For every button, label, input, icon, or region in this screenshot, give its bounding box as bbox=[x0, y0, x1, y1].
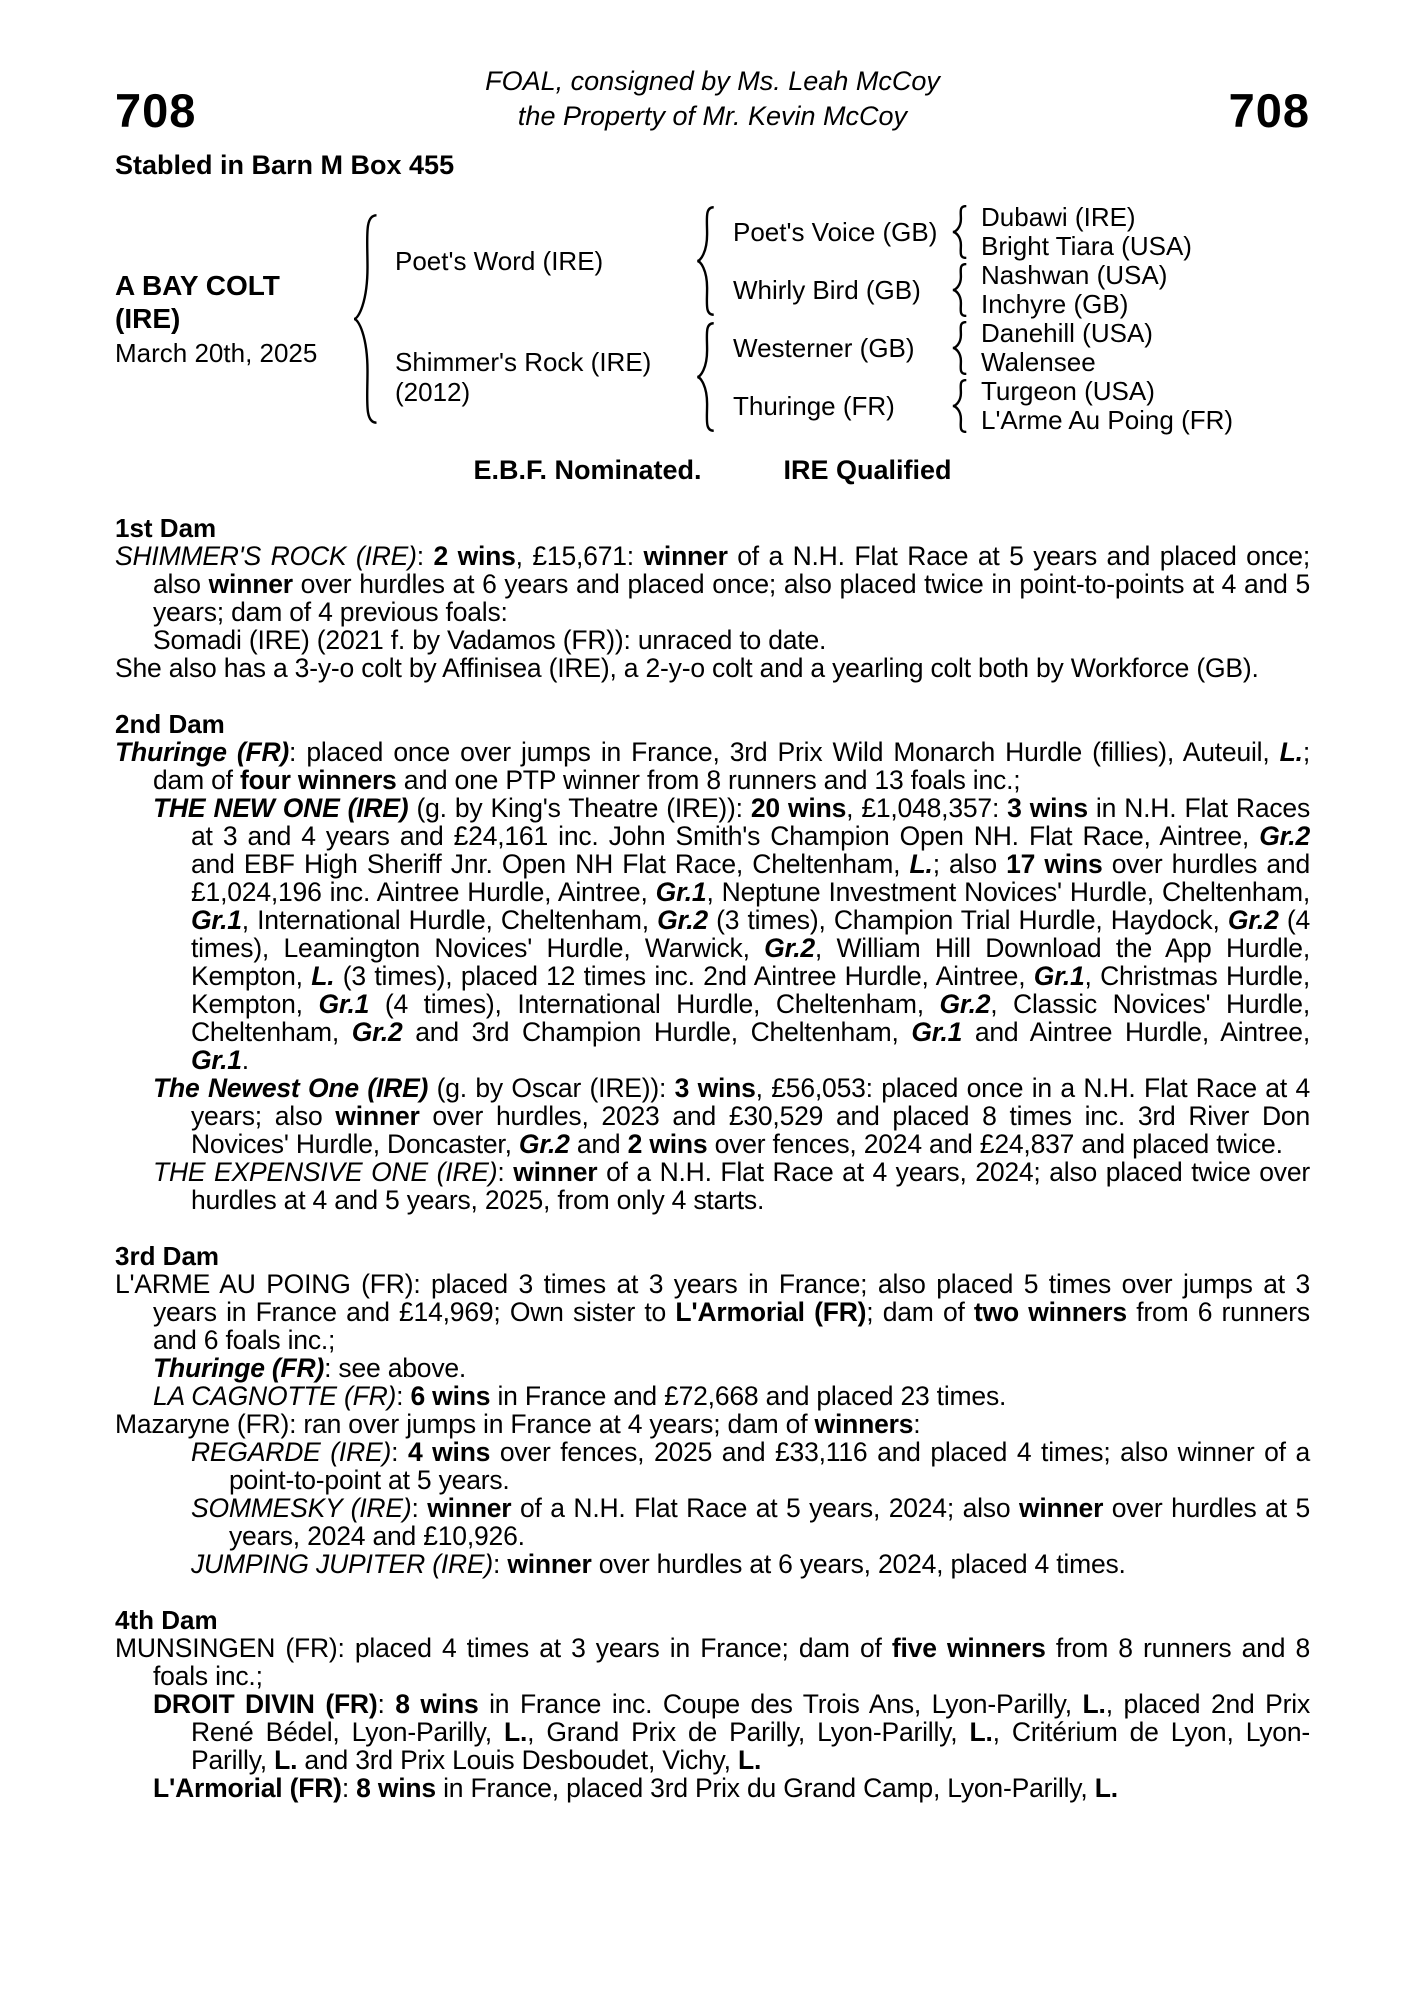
pedigree-table bbox=[115, 203, 1310, 435]
grandparent-name: Westerner (GB) bbox=[733, 332, 915, 363]
greatgrandparent-name: Inchyre (GB) bbox=[981, 289, 1129, 319]
pedigree-paragraph bbox=[115, 626, 1310, 654]
body-text: in N.H. Flat Races at 3 and 4 years and £24,161 inc. John Smith's Champion Open NH. Flat Race, Aintree, bbox=[191, 793, 1310, 851]
body-text: : bbox=[913, 1409, 921, 1439]
body-text: : bbox=[416, 541, 434, 571]
pedigree-brace-icon bbox=[351, 211, 381, 427]
emphasized-text: Gr.2 bbox=[1259, 821, 1310, 851]
emphasized-text: 17 wins bbox=[1006, 849, 1103, 879]
body-text: : bbox=[493, 1549, 508, 1579]
body-text: (3 times), placed 12 times inc. 2nd Aintree Hurdle, Aintree, bbox=[334, 961, 1034, 991]
emphasized-text: The Newest One (IRE) bbox=[153, 1073, 429, 1103]
emphasized-text: 8 wins bbox=[395, 1689, 479, 1719]
greatgrandparent-name: Bright Tiara (USA) bbox=[981, 231, 1192, 261]
emphasized-text: THE NEW ONE (IRE) bbox=[153, 793, 409, 823]
body-text: (3 times), Champion Trial Hurdle, Haydock, bbox=[707, 905, 1228, 935]
emphasized-text: L. bbox=[1082, 1689, 1106, 1719]
pedigree-paragraph bbox=[115, 1494, 1310, 1550]
dam-section-heading: 1st Dam bbox=[115, 513, 217, 543]
emphasized-text: L. bbox=[969, 1717, 993, 1747]
emphasized-text: four winners bbox=[239, 765, 397, 795]
emphasized-text: L. bbox=[311, 961, 335, 991]
emphasized-text: 3 wins bbox=[1007, 793, 1088, 823]
emphasized-text: Gr.1 bbox=[318, 989, 370, 1019]
greatgrandparent-name: Nashwan (USA) bbox=[981, 260, 1168, 290]
pedigree-paragraph bbox=[115, 1690, 1310, 1774]
emphasized-text: 6 wins bbox=[410, 1381, 491, 1411]
emphasized-text: Gr.1 bbox=[911, 1017, 963, 1047]
emphasized-text: 20 wins bbox=[750, 793, 847, 823]
emphasized-text: L'Armorial (FR) bbox=[675, 1297, 867, 1327]
emphasized-text: L. bbox=[909, 849, 933, 879]
lot-number-left: 708 bbox=[115, 84, 197, 137]
emphasized-text: winner bbox=[643, 541, 728, 571]
dam-section-1 bbox=[115, 514, 1310, 682]
body-text: (g. by Oscar (IRE)): bbox=[428, 1073, 675, 1103]
body-text: MUNSINGEN (FR): placed 4 times at 3 years in France; dam of bbox=[115, 1633, 892, 1663]
pedigree-paragraph bbox=[115, 794, 1310, 1074]
pedigree-grandparent bbox=[733, 319, 1233, 377]
body-text: from 8 runners and 8 foals inc.; bbox=[153, 1633, 1310, 1691]
emphasized-text: Gr.2 bbox=[518, 1129, 570, 1159]
pedigree-sire bbox=[395, 203, 1233, 319]
emphasized-text: 8 wins bbox=[356, 1773, 436, 1803]
emphasized-text: 2 wins bbox=[627, 1129, 708, 1159]
body-text: , Neptune Investment Novices' Hurdle, Cheltenham, bbox=[706, 877, 1310, 907]
grandparent-name: Poet's Voice (GB) bbox=[733, 216, 938, 247]
emphasized-text: 4 wins bbox=[407, 1437, 491, 1467]
emphasized-text: SHIMMER'S ROCK (IRE) bbox=[115, 541, 417, 571]
body-text: in France and £72,668 and placed 23 times. bbox=[490, 1381, 1007, 1411]
dam-section-4 bbox=[115, 1606, 1310, 1802]
consignment-line2: the Property of Mr. Kevin McCoy bbox=[517, 101, 908, 131]
body-text: and 3rd Champion Hurdle, Cheltenham, bbox=[402, 1017, 912, 1047]
body-text: Mazaryne (FR): ran over jumps in France at 4 years; dam of bbox=[115, 1409, 815, 1439]
parent-name bbox=[395, 246, 695, 276]
greatgrandparent-name: Walensee bbox=[981, 347, 1096, 377]
emphasized-text: L. bbox=[503, 1717, 528, 1747]
parent-name-text: Poet's Word (IRE) bbox=[395, 246, 604, 276]
body-text: : see above. bbox=[324, 1353, 467, 1383]
body-text: : bbox=[391, 1437, 408, 1467]
body-text: over hurdles, 2023 and £30,529 and placed 8 times inc. 3rd River Don Novices' Hurdle, Doncaster, bbox=[191, 1101, 1310, 1159]
pedigree-paragraph bbox=[115, 1382, 1310, 1410]
emphasized-text: two winners bbox=[973, 1297, 1127, 1327]
emphasized-text: Thuringe (FR) bbox=[115, 737, 290, 767]
pedigree-paragraph bbox=[115, 1354, 1310, 1382]
body-text: Somadi (IRE) (2021 f. by Vadamos (FR)): unraced to date. bbox=[153, 625, 827, 655]
emphasized-text: 3 wins bbox=[674, 1073, 756, 1103]
pedigree-paragraph bbox=[115, 1074, 1310, 1158]
pedigree-dam bbox=[395, 319, 1233, 435]
body-text: of a N.H. Flat Race at 5 years, 2024; also bbox=[511, 1493, 1019, 1523]
pedigree-greatgrandparents bbox=[981, 319, 1153, 377]
body-text: and EBF High Sheriff Jnr. Open NH Flat Race, Cheltenham, bbox=[191, 849, 910, 879]
parent-name-text: Shimmer's Rock (IRE) bbox=[395, 347, 652, 377]
emphasized-text: Gr.2 bbox=[939, 989, 991, 1019]
grandparent-name: Whirly Bird (GB) bbox=[733, 274, 921, 305]
body-text: , placed 2nd Prix René Bédel, Lyon-Parilly, bbox=[191, 1689, 1310, 1747]
body-text: , William Hill Download the App Hurdle, Kempton, bbox=[191, 933, 1310, 991]
emphasized-text: Gr.1 bbox=[191, 905, 242, 935]
consignment-block bbox=[295, 64, 1130, 134]
body-text: , Christmas Hurdle, Kempton, bbox=[191, 961, 1310, 1019]
body-text: and Aintree Hurdle, Aintree, bbox=[962, 1017, 1310, 1047]
body-text: , Grand Prix de Parilly, Lyon-Parilly, bbox=[527, 1717, 970, 1747]
stabling-info: Stabled in Barn M Box 455 bbox=[115, 150, 455, 180]
emphasized-text: REGARDE (IRE) bbox=[191, 1437, 392, 1467]
body-text: in France inc. Coupe des Trois Ans, Lyon-Parilly, bbox=[478, 1689, 1083, 1719]
dam-section-heading: 4th Dam bbox=[115, 1605, 218, 1635]
dam-section-heading: 2nd Dam bbox=[115, 709, 225, 739]
body-text: in France, placed 3rd Prix du Grand Camp, Lyon-Parilly, bbox=[435, 1773, 1095, 1803]
body-text: She also has a 3-y-o colt by Affinisea (IRE), a 2-y-o colt and a yearling colt both by Workforce (GB). bbox=[115, 653, 1259, 683]
dam-section-3 bbox=[115, 1242, 1310, 1578]
body-text: over fences, 2024 and £24,837 and placed twice. bbox=[707, 1129, 1283, 1159]
emphasized-text: Thuringe (FR) bbox=[153, 1353, 325, 1383]
emphasized-text: JUMPING JUPITER (IRE) bbox=[191, 1549, 494, 1579]
consignment-line1: FOAL, consigned by Ms. Leah McCoy bbox=[485, 66, 940, 96]
pedigree-gen1-column bbox=[395, 203, 1233, 435]
pedigree-brace-icon bbox=[695, 205, 717, 317]
nominations-row bbox=[115, 455, 1310, 486]
emphasized-text: winner bbox=[1018, 1493, 1104, 1523]
emphasized-text: L. bbox=[274, 1745, 298, 1775]
body-text: over fences, 2025 and £33,116 and placed 4 times; also winner of a point-to-point at 5 years. bbox=[229, 1437, 1311, 1495]
emphasized-text: Gr.1 bbox=[1033, 961, 1085, 991]
lot-number-right: 708 bbox=[1228, 84, 1310, 137]
body-text: L'ARME AU POING (FR): placed 3 times at 3 years in France; also placed 5 times over jumps at 3 years in France and £14,969; Own sister to bbox=[115, 1269, 1310, 1327]
emphasized-text: THE EXPENSIVE ONE (IRE) bbox=[153, 1157, 498, 1187]
emphasized-text: Gr.2 bbox=[351, 1017, 403, 1047]
emphasized-text: Gr.1 bbox=[191, 1045, 242, 1075]
body-text: : bbox=[341, 1773, 357, 1803]
body-text: , Classic Novices' Hurdle, Cheltenham, bbox=[191, 989, 1311, 1047]
body-text: of a N.H. Flat Race at 5 years and placed once; also bbox=[153, 541, 1310, 599]
body-text: of a N.H. Flat Race at 4 years, 2024; also placed twice over hurdles at 4 and 5 years, 2025, from only 4 starts. bbox=[191, 1157, 1310, 1215]
body-text: ; dam of bbox=[153, 737, 1310, 795]
emphasized-text: winner bbox=[335, 1101, 420, 1131]
emphasized-text: 2 wins bbox=[433, 541, 516, 571]
pedigree-gen2-column bbox=[733, 203, 1192, 319]
parent-name-year: (2012) bbox=[395, 377, 471, 407]
body-text: , Critérium de Lyon, Lyon-Parilly, bbox=[191, 1717, 1311, 1775]
emphasized-text: winners bbox=[814, 1409, 914, 1439]
body-text: ; dam of bbox=[866, 1297, 974, 1327]
body-text: over hurdles at 5 years, 2024 and £10,926. bbox=[229, 1493, 1310, 1551]
pedigree-greatgrandparents bbox=[981, 261, 1167, 319]
emphasized-text: L'Armorial (FR) bbox=[153, 1773, 342, 1803]
body-text: : bbox=[377, 1689, 396, 1719]
emphasized-text: L. bbox=[1279, 737, 1303, 767]
pedigree-paragraph bbox=[115, 542, 1310, 626]
pedigree-paragraph bbox=[115, 1270, 1310, 1354]
greatgrandparent-name: Dubawi (IRE) bbox=[981, 202, 1136, 232]
emphasized-text: SOMMESKY (IRE) bbox=[191, 1493, 412, 1523]
body-text: (g. by King's Theatre (IRE)): bbox=[408, 793, 751, 823]
emphasized-text: winner bbox=[513, 1157, 598, 1187]
pedigree-brace-icon bbox=[951, 263, 969, 317]
body-text: over hurdles at 6 years and placed once; also placed twice in point-to-points at 4 and 5 years; dam of 4 previous foals: bbox=[153, 569, 1310, 627]
greatgrandparent-name: Danehill (USA) bbox=[981, 318, 1153, 348]
grandparent-name: Thuringe (FR) bbox=[733, 390, 895, 421]
pedigree-brace-icon bbox=[951, 379, 969, 433]
emphasized-text: winner bbox=[208, 569, 293, 599]
greatgrandparent-name: L'Arme Au Poing (FR) bbox=[981, 405, 1234, 435]
body-text: over hurdles and £1,024,196 inc. Aintree Hurdle, Aintree, bbox=[191, 849, 1310, 907]
body-text: and bbox=[569, 1129, 628, 1159]
body-text: : placed once over jumps in France, 3rd Prix Wild Monarch Hurdle (fillies), Auteuil, bbox=[289, 737, 1280, 767]
body-text: ; also bbox=[932, 849, 1007, 879]
pedigree-brace-icon bbox=[951, 321, 969, 375]
body-text: : bbox=[396, 1381, 411, 1411]
body-text: , £15,671: bbox=[515, 541, 644, 571]
body-text: : bbox=[411, 1493, 428, 1523]
body-text: over hurdles at 6 years, 2024, placed 4 times. bbox=[591, 1549, 1126, 1579]
subject-foaling-date: March 20th, 2025 bbox=[115, 338, 318, 368]
pedigree-brace-icon bbox=[951, 205, 969, 259]
emphasized-text: Gr.2 bbox=[1227, 905, 1279, 935]
pedigree-paragraph bbox=[115, 654, 1310, 682]
pedigree-gen2-column bbox=[733, 319, 1233, 435]
pedigree-paragraph bbox=[115, 1774, 1310, 1802]
greatgrandparent-name: Turgeon (USA) bbox=[981, 376, 1155, 406]
pedigree-grandparent bbox=[733, 261, 1192, 319]
ebf-nominated-label: E.B.F. Nominated. bbox=[473, 455, 702, 485]
pedigree-paragraph bbox=[115, 1158, 1310, 1214]
emphasized-text: DROIT DIVIN (FR) bbox=[153, 1689, 378, 1719]
dam-section-heading: 3rd Dam bbox=[115, 1241, 220, 1271]
pedigree-paragraph bbox=[115, 1410, 1310, 1438]
pedigree-grandparent bbox=[733, 203, 1192, 261]
body-text: . bbox=[241, 1045, 249, 1075]
body-text: , £56,053: placed once in a N.H. Flat Race at 4 years; also bbox=[191, 1073, 1310, 1131]
body-text: : bbox=[497, 1157, 514, 1187]
page-header bbox=[115, 64, 1310, 137]
emphasized-text: Gr.2 bbox=[657, 905, 708, 935]
body-text: (4 times), Leamington Novices' Hurdle, Warwick, bbox=[191, 905, 1310, 963]
pedigree-paragraph bbox=[115, 1438, 1310, 1494]
pedigree-paragraph bbox=[115, 1634, 1310, 1690]
pedigree-brace-icon bbox=[695, 321, 717, 433]
emphasized-text: L. bbox=[1094, 1773, 1118, 1803]
dam-section-2 bbox=[115, 710, 1310, 1214]
subject-name: A BAY COLT bbox=[115, 270, 280, 301]
pedigree-grandparent bbox=[733, 377, 1233, 435]
pedigree-greatgrandparents bbox=[981, 203, 1192, 261]
body-text: , International Hurdle, Cheltenham, bbox=[241, 905, 658, 935]
pedigree-paragraph bbox=[115, 1550, 1310, 1578]
parent-name bbox=[395, 347, 695, 407]
emphasized-text: five winners bbox=[891, 1633, 1046, 1663]
subject-name-suffix: (IRE) bbox=[115, 303, 181, 334]
emphasized-text: L. bbox=[737, 1745, 762, 1775]
pedigree-subject bbox=[115, 269, 347, 369]
ire-qualified-label: IRE Qualified bbox=[783, 455, 952, 485]
emphasized-text: Gr.1 bbox=[655, 877, 707, 907]
body-text: from 6 runners and 6 foals inc.; bbox=[153, 1297, 1310, 1355]
emphasized-text: LA CAGNOTTE (FR) bbox=[153, 1381, 397, 1411]
emphasized-text: Gr.2 bbox=[764, 933, 815, 963]
body-text: , £1,048,357: bbox=[846, 793, 1008, 823]
pedigree-text-sections bbox=[115, 514, 1310, 1802]
emphasized-text: winner bbox=[507, 1549, 592, 1579]
body-text: (4 times), International Hurdle, Cheltenham, bbox=[369, 989, 940, 1019]
pedigree-greatgrandparents bbox=[981, 377, 1233, 435]
emphasized-text: winner bbox=[427, 1493, 512, 1523]
body-text: and 3rd Prix Louis Desboudet, Vichy, bbox=[297, 1745, 738, 1775]
pedigree-paragraph bbox=[115, 738, 1310, 794]
body-text: and one PTP winner from 8 runners and 13 foals inc.; bbox=[396, 765, 1021, 795]
